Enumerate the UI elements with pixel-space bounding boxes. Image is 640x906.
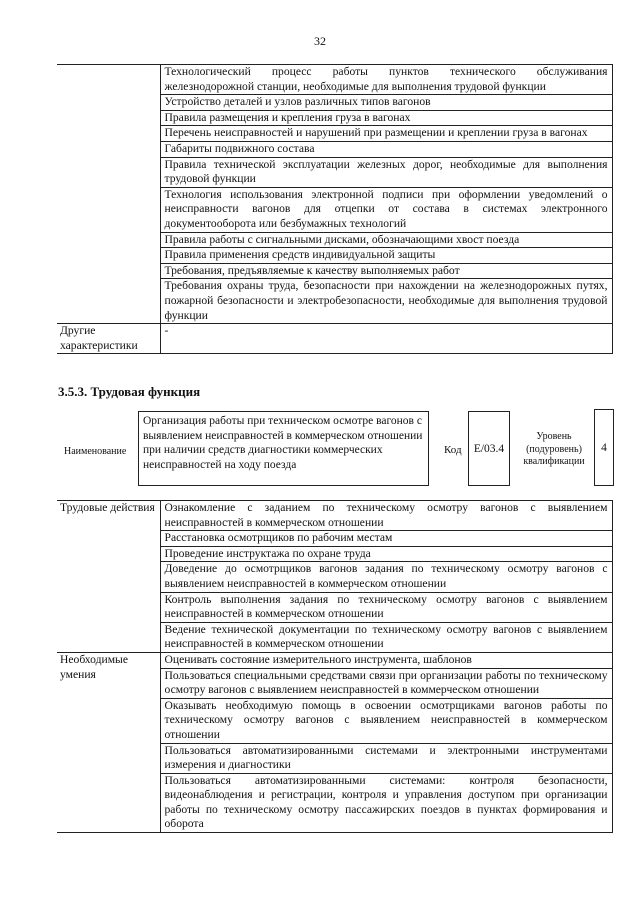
- table-row: [57, 501, 612, 531]
- knowledge-item: Устройство деталей и узлов различных типов вагонов: [160, 95, 612, 111]
- labor-action-item: Расстановка осмотрщиков по рабочим местам: [160, 531, 612, 547]
- name-label: Наименование: [64, 446, 127, 457]
- skill-item: Пользоваться специальными средствами связи при организации работы по техническому осмотру вагонов с выявлением неисправностей в коммерческом отношении: [160, 668, 612, 698]
- skill-item: Оказывать необходимую помощь в освоении осмотрщиками вагонов работы по техническому осмотру вагонов с выявлением неисправностей в коммерческом отношении: [160, 698, 612, 743]
- other-characteristics-label: Другие характеристики: [57, 324, 160, 354]
- knowledge-item: Требования, предъявляемые к качеству выполняемых работ: [160, 263, 612, 279]
- knowledge-item: Технология использования электронной подписи при оформлении уведомлений о неисправности вагонов для отцепки от состава в системах электронного документооборота или безбумажных технологий: [160, 187, 612, 232]
- labor-action-item: Ведение технической документации по техническому осмотру вагонов с выявлением неисправностей в коммерческом отношении: [160, 622, 612, 652]
- labor-function-name: Организация работы при техническом осмотре вагонов с выявлением неисправностей в коммерческом отношении при наличии средств диагностики коммерческих неисправностей на ходу поезда: [138, 411, 429, 486]
- labor-function-header: [58, 409, 614, 489]
- labor-action-item: Контроль выполнения задания по техническому осмотру вагонов с выявлением неисправностей в коммерческом отношении: [160, 592, 612, 622]
- other-characteristics-value: -: [160, 324, 612, 354]
- actions-skills-table: [57, 500, 613, 833]
- knowledge-table: [57, 64, 613, 354]
- code-value: E/03.4: [468, 411, 510, 486]
- knowledge-item: Правила работы с сигнальными дисками, обозначающими хвост поезда: [160, 232, 612, 248]
- knowledge-item: Требования охраны труда, безопасности при нахождении на железнодорожных путях, пожарной безопасности и электробезопасности, необходимые для выполнения трудовой функции: [160, 279, 612, 324]
- knowledge-item: Габариты подвижного состава: [160, 141, 612, 157]
- knowledge-item: Правила размещения и крепления груза в вагонах: [160, 110, 612, 126]
- labor-action-item: Доведение до осмотрщиков вагонов задания по техническому осмотру вагонов с выявлением неисправностей в коммерческом отношении: [160, 562, 612, 592]
- knowledge-item: Перечень неисправностей и нарушений при размещении и креплении груза в вагонах: [160, 126, 612, 142]
- section-heading: 3.5.3. Трудовая функция: [58, 384, 201, 399]
- labor-action-item: Проведение инструктажа по охране труда: [160, 546, 612, 562]
- code-label: Код: [444, 444, 462, 456]
- skill-item: Оценивать состояние измерительного инструмента, шаблонов: [160, 652, 612, 668]
- skill-item: Пользоваться автоматизированными системами: контроля безопасности, видеонаблюдения и регистрации, контроля и управления доступом при организации работы по техническому осмотру пассажирских поездов в пунктах формирования и оборота: [160, 773, 612, 832]
- table-row: [57, 652, 612, 668]
- knowledge-label-cell: [57, 65, 160, 324]
- required-skills-label: Необходимые умения: [57, 652, 160, 832]
- qualification-level-label: Уровень (подуровень) квалификации: [523, 431, 585, 467]
- page-number: 32: [314, 34, 326, 48]
- labor-actions-label: Трудовые действия: [57, 501, 160, 653]
- knowledge-item: Правила применения средств индивидуальной защиты: [160, 248, 612, 264]
- skill-item: Пользоваться автоматизированными системами и электронными инструментами измерения и диагностики: [160, 743, 612, 773]
- qualification-level-value: 4: [594, 409, 614, 486]
- labor-action-item: Ознакомление с заданием по техническому осмотру вагонов с выявлением неисправностей в коммерческом отношении: [160, 501, 612, 531]
- table-row: [57, 324, 612, 354]
- table-row: [57, 65, 612, 95]
- knowledge-item: Правила технической эксплуатации железных дорог, необходимые для выполнения трудовой функции: [160, 157, 612, 187]
- knowledge-item: Технологический процесс работы пунктов технического обслуживания железнодорожной станции, необходимые для выполнения трудовой функции: [160, 65, 612, 95]
